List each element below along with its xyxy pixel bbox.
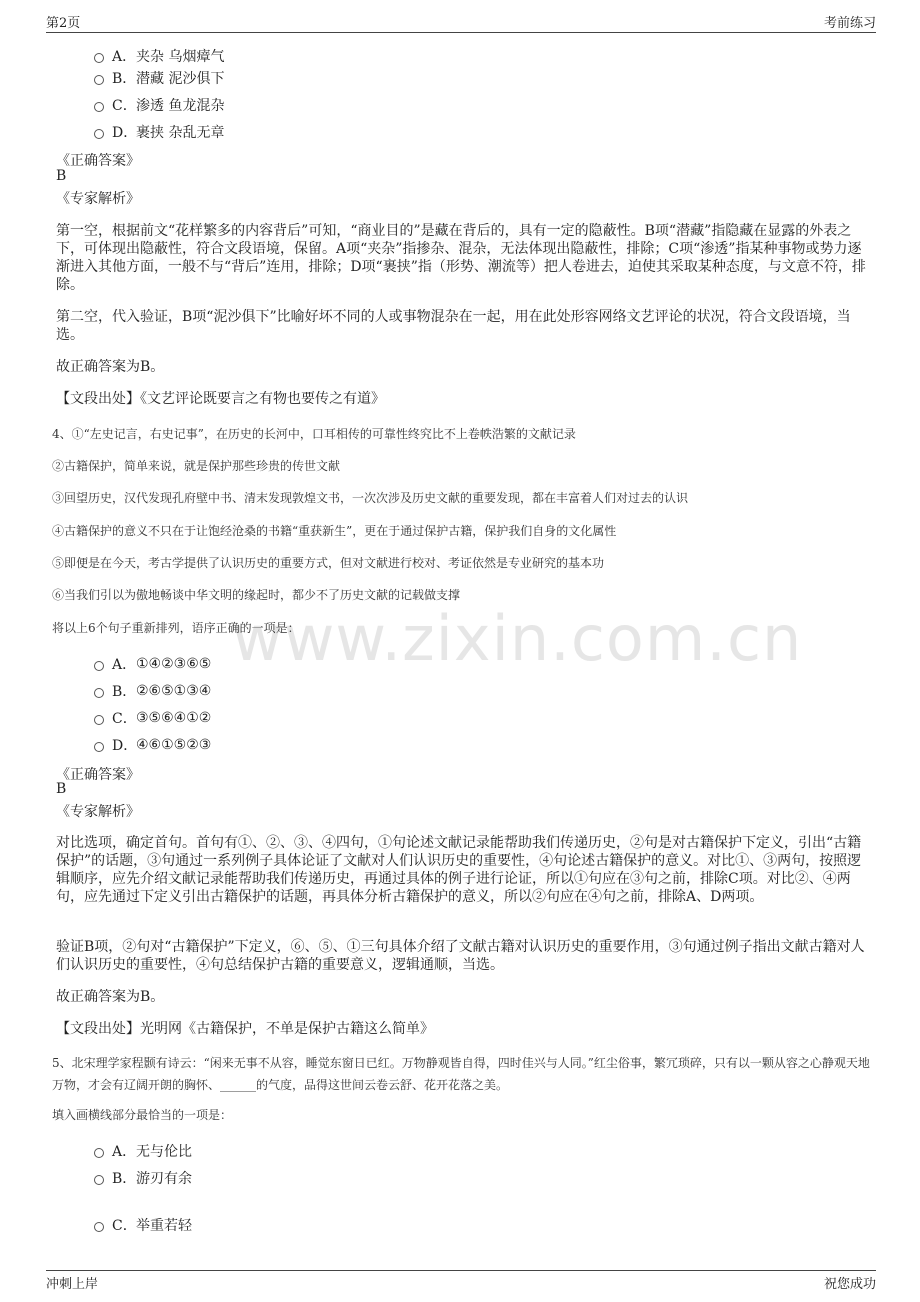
radio-icon[interactable] — [94, 1148, 104, 1158]
q4-sentence-3: ③回望历史，汉代发现孔府壁中书、清末发现敦煌文书，一次次涉及历史文献的重要发现，都在丰富着人们对过去的认识 — [52, 491, 689, 505]
radio-icon[interactable] — [94, 53, 104, 63]
option-text: ②⑥⑤①③④ — [136, 683, 212, 699]
q4-sentence-1: 4、①“左史记言，右史记事”，在历史的长河中，口耳相传的可靠性终究比不上卷帙浩繁的文献记录 — [52, 427, 576, 441]
q5-option-b[interactable]: B． 游刃有余 — [94, 1168, 192, 1188]
q4-sentence-4: ④古籍保护的意义不只在于让饱经沧桑的书籍“重获新生”，更在于通过保护古籍，保护我们自身的文化属性 — [52, 524, 617, 538]
radio-icon[interactable] — [94, 715, 104, 725]
analysis-paragraph: 验证B项，②句对“古籍保护”下定义，⑥、⑤、①三句具体介绍了文献古籍对认识历史的重要作用，③句通过例子指出文献古籍对人们认识历史的重要性，④句总结保护古籍的重要意义，逻辑通顺，当选。 — [56, 939, 865, 973]
radio-icon[interactable] — [94, 1222, 104, 1232]
radio-icon[interactable] — [94, 742, 104, 752]
source-citation: 【文段出处】光明网《古籍保护，不单是保护古籍这么简单》 — [56, 1021, 434, 1037]
option-text: 举重若轻 — [136, 1218, 192, 1234]
fill-blank: ______ — [220, 1078, 257, 1092]
radio-icon[interactable] — [94, 688, 104, 698]
q4-sentence-6: ⑥当我们引以为傲地畅谈中华文明的缘起时，都少不了历史文献的记载做支撑 — [52, 588, 461, 602]
option-text: 潜藏 泥沙俱下 — [136, 71, 225, 87]
q4-option-c[interactable]: C． ③⑤⑥④①② — [94, 708, 211, 728]
q3-option-a[interactable]: A． 夹杂 乌烟瘴气 — [94, 46, 224, 66]
q3-option-d[interactable]: D． 裹挟 杂乱无章 — [94, 122, 224, 142]
source-citation: 【文段出处】《文艺评论既要言之有物也要传之有道》 — [56, 391, 385, 407]
watermark: www.zixin.com.cn — [232, 602, 803, 675]
option-text: 游刃有余 — [136, 1171, 192, 1187]
q5-stem: 5、北宋理学家程颢有诗云：“闲来无事不从容，睡觉东窗日已红。万物静观皆自得，四时佳兴与人同。”红尘俗事，繁冗琐碎，只有以一颗从容之心静观天地万物，才会有辽阔开朗的胸怀、______的气度，品得这世间云卷云舒、花开花落之美。 — [52, 1056, 870, 1092]
answer-label: 《正确答案》 — [56, 767, 140, 783]
analysis-paragraph: 对比选项，确定首句。首句有①、②、③、④四句，①句论述文献记录能帮助我们传递历史，②句是对古籍保护下定义，引出“古籍保护”的话题，③句通过一系列例子具体论证了文献对人们认识历史的重要性，④句论述古籍保护的意义。对比①、③两句，按照逻辑顺序，应先介绍文献记录能帮助我们传递历史，再通过具体的例子进行论证，所以①句应在③句之前，排除C项。对比②、④两句，应先通过下定义引出古籍保护的话题，再具体分析古籍保护的意义，所以②句应在④句之前，排除A、D两项。 — [56, 835, 862, 905]
footer-left-text: 冲刺上岸 — [46, 1277, 99, 1292]
answer-value: B — [56, 781, 67, 797]
footer-right-text: 祝您成功 — [823, 1277, 876, 1292]
option-text: ①④②③⑥⑤ — [136, 656, 212, 672]
header-title: 考前练习 — [823, 16, 876, 31]
q4-option-a[interactable]: A． ①④②③⑥⑤ — [94, 654, 211, 674]
q4-option-b[interactable]: B． ②⑥⑤①③④ — [94, 681, 211, 701]
analysis-paragraph: 第二空，代入验证，B项“泥沙俱下”比喻好坏不同的人或事物混杂在一起，用在此处形容网络文艺评论的状况，符合文段语境，当选。 — [56, 309, 851, 343]
q4-sentence-2: ②古籍保护，简单来说，就是保护那些珍贵的传世文献 — [52, 459, 341, 473]
q4-sentence-5: ⑤即便是在今天，考古学提供了认识历史的重要方式，但对文献进行校对、考证依然是专业研究的基本功 — [52, 556, 605, 570]
option-text: 裹挟 杂乱无章 — [136, 125, 225, 141]
page-number: 第2页 — [46, 16, 81, 31]
radio-icon[interactable] — [94, 75, 104, 85]
q5-prompt: 填入画横线部分最恰当的一项是： — [52, 1108, 233, 1122]
option-text: 夹杂 乌烟瘴气 — [136, 49, 225, 65]
q5-option-c[interactable]: C． 举重若轻 — [94, 1215, 192, 1235]
option-text: 无与伦比 — [136, 1144, 192, 1160]
radio-icon[interactable] — [94, 1175, 104, 1185]
q3-option-c[interactable]: C． 渗透 鱼龙混杂 — [94, 95, 224, 115]
q5-option-a[interactable]: A． 无与伦比 — [94, 1141, 192, 1161]
radio-icon[interactable] — [94, 102, 104, 112]
page-header — [46, 10, 876, 33]
q3-option-b[interactable]: B． 潜藏 泥沙俱下 — [94, 68, 224, 88]
option-text: ④⑥①⑤②③ — [136, 737, 212, 753]
radio-icon[interactable] — [94, 661, 104, 671]
analysis-paragraph: 第一空，根据前文“花样繁多的内容背后”可知，“商业目的”是藏在背后的，具有一定的隐蔽性。B项“潜藏”指隐藏在显露的外表之下，可体现出隐蔽性，符合文段语境，保留。A项“夹杂”指掺杂、混杂，无法体现出隐蔽性，排除；C项“渗透”指某种事物或势力逐渐进入其他方面，一般不与“背后”连用，排除；D项“裹挟”指（形势、潮流等）把人卷进去，迫使其采取某种态度，与文意不符，排除。 — [56, 223, 866, 293]
q4-prompt: 将以上6个句子重新排列，语序正确的一项是： — [52, 621, 300, 635]
analysis-conclusion: 故正确答案为B。 — [56, 989, 165, 1005]
analysis-conclusion: 故正确答案为B。 — [56, 359, 165, 375]
option-text: ③⑤⑥④①② — [136, 710, 212, 726]
analysis-label: 《专家解析》 — [56, 191, 140, 207]
page-footer — [46, 1270, 876, 1297]
analysis-label: 《专家解析》 — [56, 804, 140, 820]
radio-icon[interactable] — [94, 129, 104, 139]
answer-value: B — [56, 168, 67, 184]
option-text: 渗透 鱼龙混杂 — [136, 98, 225, 114]
q4-option-d[interactable]: D． ④⑥①⑤②③ — [94, 735, 211, 755]
answer-label: 《正确答案》 — [56, 153, 140, 169]
